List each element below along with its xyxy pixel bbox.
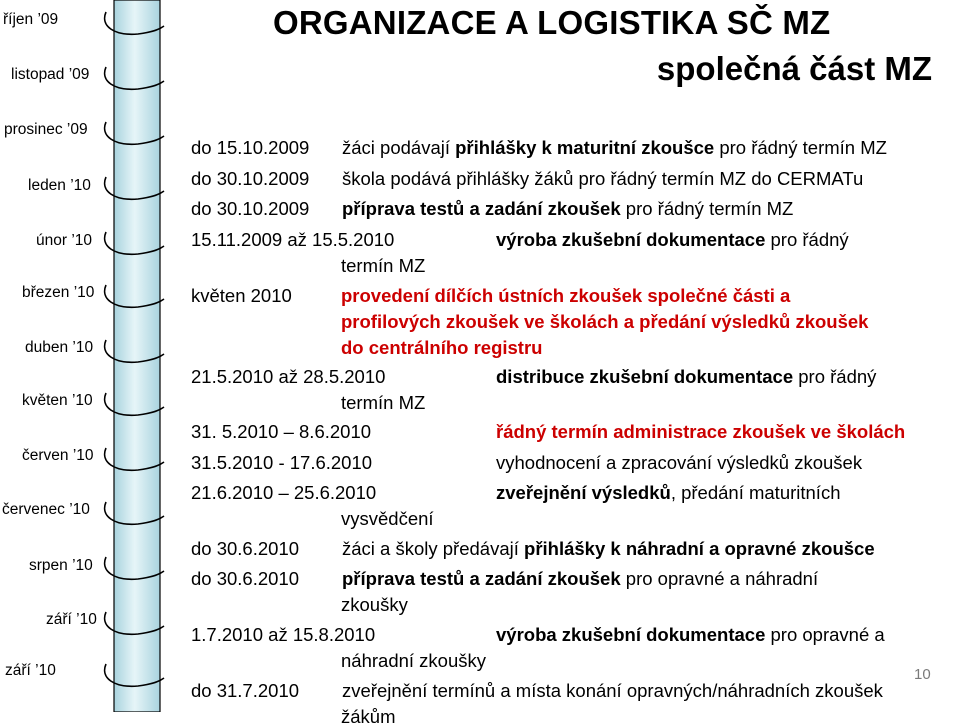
item-text-bold: příprava testů a zadání zkoušek [342,568,621,589]
page-number: 10 [914,666,931,683]
item-text-bold: přihlášky k maturitní zkoušce [455,137,715,158]
item-continuation: termín MZ [341,392,426,413]
item-date: 31. 5.2010 – 8.6.2010 [191,421,372,442]
item-text: pro řádný [765,229,849,250]
item-date: do 31.7.2010 [191,680,300,701]
month-label: srpen ’10 [29,557,93,574]
item-text-bold: výroba zkušební dokumentace [496,229,766,250]
item-date: 15.11.2009 až 15.5.2010 [191,229,395,250]
month-label: září ’10 [46,611,97,628]
month-label: červen ’10 [22,447,94,464]
item-date: 1.7.2010 až 15.8.2010 [191,624,376,645]
item-continuation: zkoušky [341,594,408,615]
item-date: 31.5.2010 - 17.6.2010 [191,452,373,473]
item-date: do 15.10.2009 [191,137,310,158]
list-item [191,198,794,220]
item-text-bold: zveřejnění výsledků [496,482,671,503]
item-text: pro řádný termín MZ [620,198,794,219]
list-item [191,624,885,646]
item-text-bold: přihlášky k náhradní a opravné zkoušce [524,538,875,559]
month-label: březen ’10 [22,284,95,301]
item-text: pro řádný termín MZ [714,137,887,158]
item-text: , předání maturitních [670,482,841,503]
list-item [191,366,877,388]
item-text: zveřejnění termínů a místa konání opravných/náhradních zkoušek [342,680,883,701]
item-text-highlight: řádný termín administrace zkoušek ve školách [496,421,906,442]
list-item [191,482,841,504]
list-item [191,421,906,443]
item-text-highlight: profilových zkoušek ve školách a předání výsledků zkoušek [341,311,869,332]
list-item [191,168,864,190]
item-date: do 30.10.2009 [191,198,310,219]
item-text: vyhodnocení a zpracování výsledků zkoušek [496,452,863,473]
list-item [191,285,292,307]
item-date: 21.5.2010 až 28.5.2010 [191,366,386,387]
item-text: pro řádný [793,366,877,387]
item-continuation: náhradní zkoušky [341,650,487,671]
item-text-bold: distribuce zkušební dokumentace [496,366,794,387]
item-date: do 30.6.2010 [191,538,300,559]
item-text: žáci a školy předávají [342,538,525,559]
item-text: škola podává přihlášky žáků pro řádný termín MZ do CERMATu [342,168,864,189]
list-item [191,229,849,251]
item-text-highlight: do centrálního registru [341,337,543,358]
month-label: září ’10 [5,662,56,679]
item-text-bold: příprava testů a zadání zkoušek [342,198,621,219]
page-title: ORGANIZACE A LOGISTIKA SČ MZ [273,4,831,41]
item-text: žáci podávají [342,137,456,158]
item-date: do 30.6.2010 [191,568,300,589]
month-label: červenec ’10 [2,501,90,518]
item-text-bold: výroba zkušební dokumentace [496,624,766,645]
item-continuation: žákům [341,706,396,727]
item-date: do 30.10.2009 [191,168,310,189]
item-text: pro opravné a náhradní [620,568,819,589]
month-label: prosinec ’09 [4,121,88,138]
item-date: květen 2010 [191,285,292,306]
month-label: leden ’10 [28,177,91,194]
list-item [191,680,883,702]
month-label: listopad ’09 [11,66,90,83]
list-item [191,137,887,159]
page-subtitle: společná část MZ [656,50,932,87]
list-item [191,452,863,474]
month-label: únor ’10 [36,232,93,249]
list-item [191,538,875,560]
list-item [191,568,819,590]
month-label: říjen ’09 [3,11,59,28]
item-date: 21.6.2010 – 25.6.2010 [191,482,377,503]
item-text: pro opravné a [765,624,885,645]
item-text-highlight: provedení dílčích ústních zkoušek společné části a [341,285,791,306]
item-continuation: termín MZ [341,255,426,276]
month-label: duben ’10 [25,339,94,356]
item-continuation: vysvědčení [341,508,434,529]
month-label: květen ’10 [22,392,93,409]
